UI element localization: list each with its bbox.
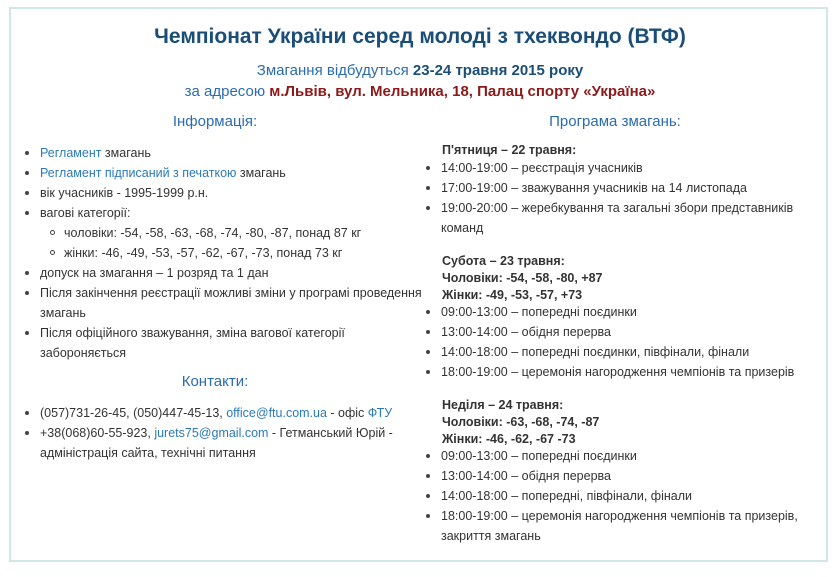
saturday-schedule	[423, 302, 803, 382]
dates-prefix: Змагання відбудуться	[256, 62, 413, 79]
list-item: Після офіційного зважування, зміна вагової категорії забороняється	[22, 323, 422, 363]
list-item: вік учасників - 1995-1999 р.н.	[22, 183, 422, 203]
contacts-heading: Контакти:	[181, 373, 249, 390]
office-phones: (057)731-26-45, (050)447-45-13,	[40, 406, 227, 420]
list-item	[22, 143, 422, 163]
schedule-item: 14:00-19:00 – реєстрація учасників	[423, 158, 803, 178]
page-title: Чемпіонат України серед молоді з тхеквондо (ВТФ)	[154, 25, 686, 48]
event-dates-line	[0, 62, 840, 79]
schedule-item: 18:00-19:00 – церемонія нагородження чемпіонів та призерів	[423, 362, 803, 382]
ftu-link[interactable]: ФТУ	[367, 406, 393, 420]
admin-email-link[interactable]: jurets75@gmail.com	[154, 426, 269, 440]
sunday-men: Чоловіки: -63, -68, -74, -87	[442, 415, 600, 429]
event-address: м.Львів, вул. Мельника, 18, Палац спорту «Україна»	[269, 83, 656, 100]
sunday-schedule	[423, 446, 803, 546]
address-prefix: за адресою	[184, 83, 270, 100]
sublist-item-women: жінки: -46, -49, -53, -57, -62, -67, -73, понад 73 кг	[22, 243, 422, 263]
list-item-text: змагань	[236, 166, 286, 180]
admin-description: - Гетманський Юрій - адміністрація сайта, технічні питання	[40, 426, 393, 460]
info-heading: Інформація:	[172, 113, 258, 130]
office-label: - офіс	[326, 406, 368, 420]
contacts-list	[22, 403, 422, 463]
schedule-item: 09:00-13:00 – попередні поєдинки	[423, 446, 803, 466]
list-item	[22, 403, 422, 423]
friday-title: П'ятниця – 22 травня:	[442, 143, 577, 157]
list-item	[22, 423, 422, 463]
sunday-women: Жінки: -46, -62, -67 -73	[442, 432, 576, 446]
list-item: Після закінчення реєстрації можливі зміни у програмі проведення змагань	[22, 283, 422, 323]
list-item: допуск на змагання – 1 розряд та 1 дан	[22, 263, 422, 283]
schedule-item: 14:00-18:00 – попередні, півфінали, фінали	[423, 486, 803, 506]
sunday-title: Неділя – 24 травня:	[442, 398, 564, 412]
list-item-text: змагань	[101, 146, 151, 160]
schedule-item: 19:00-20:00 – жеребкування та загальні збори представників команд	[423, 198, 803, 238]
schedule-item: 17:00-19:00 – зважування учасників на 14 листопада	[423, 178, 803, 198]
schedule-item: 09:00-13:00 – попередні поєдинки	[423, 302, 803, 322]
office-email-link[interactable]: office@ftu.com.ua	[226, 406, 327, 420]
program-heading: Програма змагань:	[549, 113, 681, 130]
schedule-item: 13:00-14:00 – обідня перерва	[423, 466, 803, 486]
admin-phone: +38(068)60-55-923,	[40, 426, 155, 440]
list-item	[22, 163, 422, 183]
regulation-link[interactable]: Регламент	[40, 146, 102, 160]
saturday-women: Жінки: -49, -53, -57, +73	[442, 288, 583, 302]
event-address-line	[0, 83, 840, 100]
friday-schedule	[423, 158, 803, 238]
schedule-item: 13:00-14:00 – обідня перерва	[423, 322, 803, 342]
signed-regulation-link[interactable]: Регламент підписаний з печаткою	[40, 166, 237, 180]
schedule-item: 14:00-18:00 – попередні поєдинки, півфінали, фінали	[423, 342, 803, 362]
sublist-item-men: чоловіки: -54, -58, -63, -68, -74, -80, -87, понад 87 кг	[22, 223, 422, 243]
list-item: вагові категорії:	[22, 203, 422, 223]
saturday-men: Чоловіки: -54, -58, -80, +87	[442, 271, 603, 285]
saturday-title: Субота – 23 травня:	[442, 254, 565, 268]
schedule-item: 18:00-19:00 – церемонія нагородження чемпіонів та призерів, закриття змагань	[423, 506, 803, 546]
event-dates: 23-24 травня 2015 року	[412, 62, 584, 79]
info-list	[22, 143, 422, 363]
